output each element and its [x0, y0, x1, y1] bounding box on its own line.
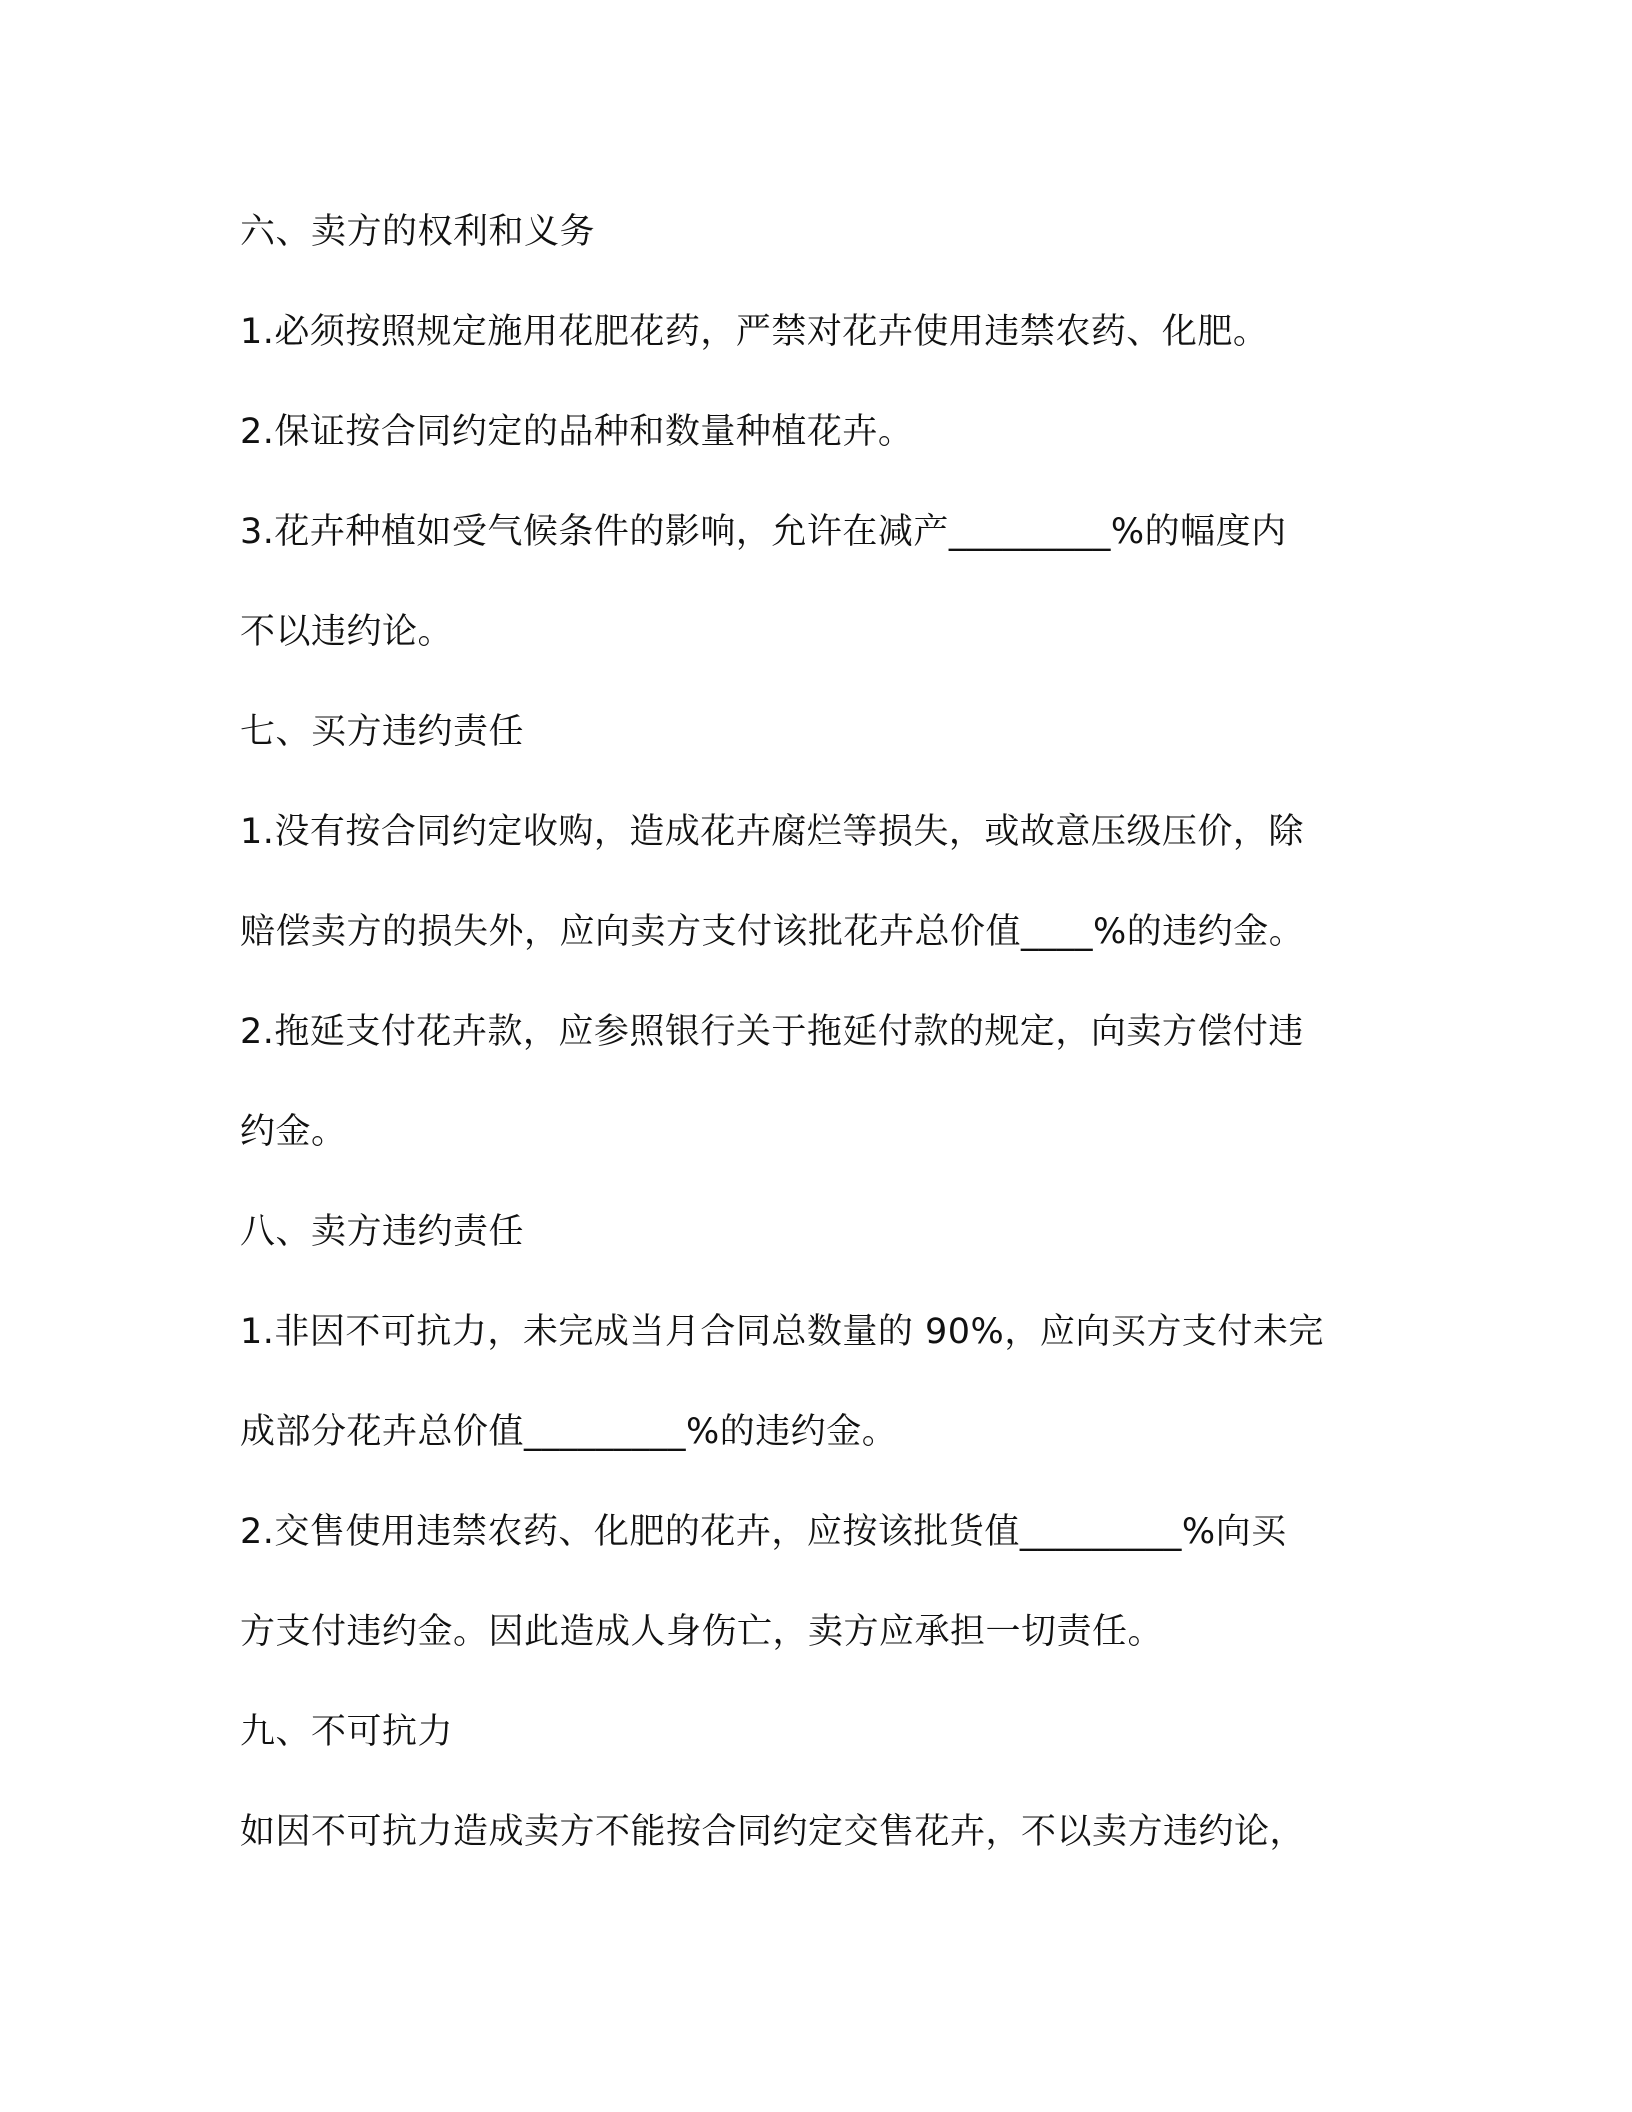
section-heading-6: 六、卖方的权利和义务 [240, 212, 596, 252]
clause-8-2-continued: 方支付违约金。因此造成人身伤亡，卖方应承担一切责任。 [240, 1612, 1164, 1652]
clause-6-1: 1.必须按照规定施用花肥花药，严禁对花卉使用违禁农药、化肥。 [240, 312, 1269, 352]
document-body [240, 182, 1420, 1882]
clause-8-2: 2.交售使用违禁农药、化肥的花卉，应按该批货值_________%向买 [240, 1512, 1287, 1552]
clause-8-1: 1.非因不可抗力，未完成当月合同总数量的 90%，应向买方支付未完 [240, 1312, 1324, 1352]
section-heading-7: 七、买方违约责任 [240, 712, 525, 752]
section-heading-8: 八、卖方违约责任 [240, 1212, 525, 1252]
clause-7-1-continued: 赔偿卖方的损失外，应向卖方支付该批花卉总价值____%的违约金。 [240, 912, 1305, 952]
clause-7-2: 2.拖延支付花卉款，应参照银行关于拖延付款的规定，向卖方偿付违 [240, 1012, 1304, 1052]
clause-6-3: 3.花卉种植如受气候条件的影响，允许在减产_________%的幅度内 [240, 512, 1287, 552]
clause-7-2-continued: 约金。 [240, 1112, 347, 1152]
clause-6-2: 2.保证按合同约定的品种和数量种植花卉。 [240, 412, 914, 452]
clause-6-3-continued: 不以违约论。 [240, 612, 454, 652]
clause-9-text: 如因不可抗力造成卖方不能按合同约定交售花卉，不以卖方违约论， [240, 1812, 1306, 1852]
clause-7-1: 1.没有按合同约定收购，造成花卉腐烂等损失，或故意压级压价，除 [240, 812, 1304, 852]
section-heading-9: 九、不可抗力 [240, 1712, 454, 1752]
clause-8-1-continued: 成部分花卉总价值_________%的违约金。 [240, 1412, 898, 1452]
